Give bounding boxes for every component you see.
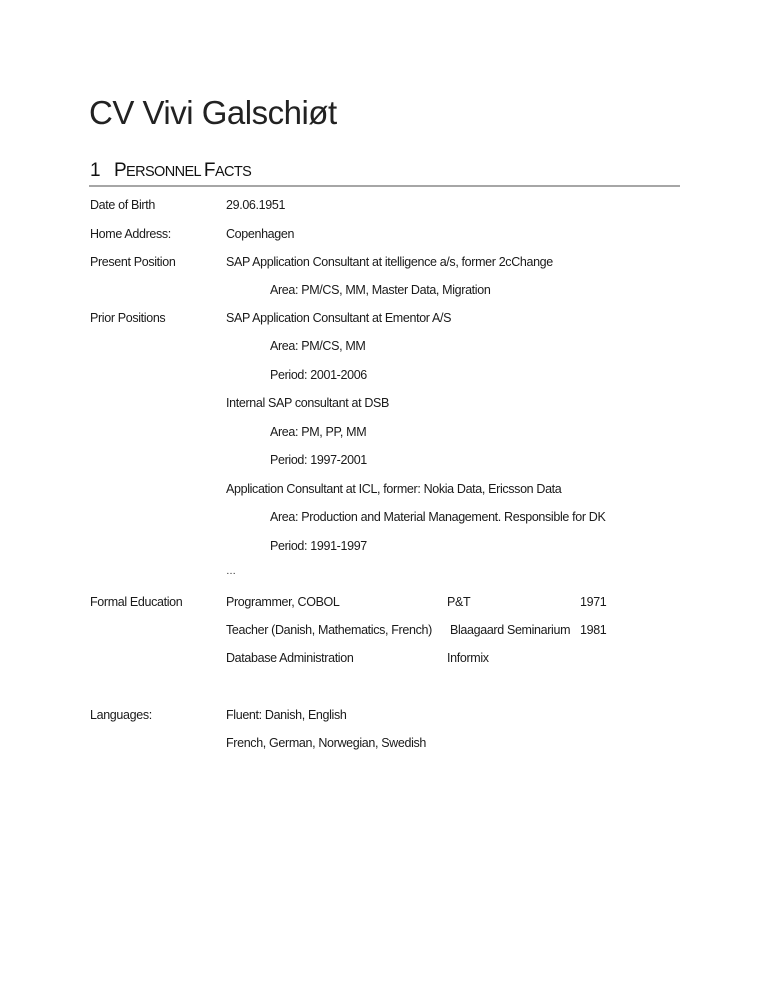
present-position-label: Present Position bbox=[90, 255, 176, 269]
languages-other: French, German, Norwegian, Swedish bbox=[226, 736, 426, 750]
prior-job-title: Application Consultant at ICL, former: Nokia Data, Ericsson Data bbox=[226, 482, 562, 496]
heading-rule bbox=[89, 185, 680, 187]
languages-label: Languages: bbox=[90, 708, 152, 722]
prior-positions-label: Prior Positions bbox=[90, 311, 166, 325]
prior-job-title: Internal SAP consultant at DSB bbox=[226, 396, 389, 410]
heading-cap: P bbox=[113, 160, 127, 181]
education-course: Teacher (Danish, Mathematics, French) bbox=[226, 623, 432, 637]
section-number: 1 bbox=[90, 160, 100, 181]
prior-job-period: Period: 1997-2001 bbox=[270, 453, 367, 467]
address-value: Copenhagen bbox=[226, 227, 295, 241]
education-course: Database Administration bbox=[226, 651, 354, 665]
present-position-value: SAP Application Consultant at itelligence a/s, former 2cChange bbox=[226, 255, 553, 269]
prior-job-area: Area: Production and Material Management. Responsible for DK bbox=[270, 510, 606, 524]
prior-ellipsis: … bbox=[226, 566, 236, 577]
section-heading bbox=[90, 160, 251, 182]
address-label: Home Address: bbox=[90, 227, 171, 241]
education-year: 1981 bbox=[580, 623, 607, 637]
education-year: 1971 bbox=[580, 595, 607, 609]
education-school: P&T bbox=[447, 595, 471, 609]
heading-cap: F bbox=[203, 160, 215, 181]
education-school: Informix bbox=[447, 651, 489, 665]
prior-job-period: Period: 1991-1997 bbox=[270, 539, 367, 553]
prior-job-title: SAP Application Consultant at Ementor A/S bbox=[226, 311, 452, 325]
prior-job-area: Area: PM/CS, MM bbox=[270, 339, 366, 353]
document-title: CV Vivi Galschiøt bbox=[89, 94, 337, 131]
prior-job-period: Period: 2001-2006 bbox=[270, 368, 367, 382]
present-position-area: Area: PM/CS, MM, Master Data, Migration bbox=[270, 283, 491, 297]
education-label: Formal Education bbox=[90, 595, 183, 609]
languages-fluent: Fluent: Danish, English bbox=[226, 708, 347, 722]
heading-smallcaps: ACTS bbox=[214, 164, 252, 180]
dob-value: 29.06.1951 bbox=[226, 198, 286, 212]
education-school: Blaagaard Seminarium bbox=[450, 623, 571, 637]
prior-job-area: Area: PM, PP, MM bbox=[270, 425, 367, 439]
dob-label: Date of Birth bbox=[90, 198, 155, 212]
education-course: Programmer, COBOL bbox=[226, 595, 340, 609]
heading-smallcaps: ERSONNEL bbox=[126, 164, 204, 180]
